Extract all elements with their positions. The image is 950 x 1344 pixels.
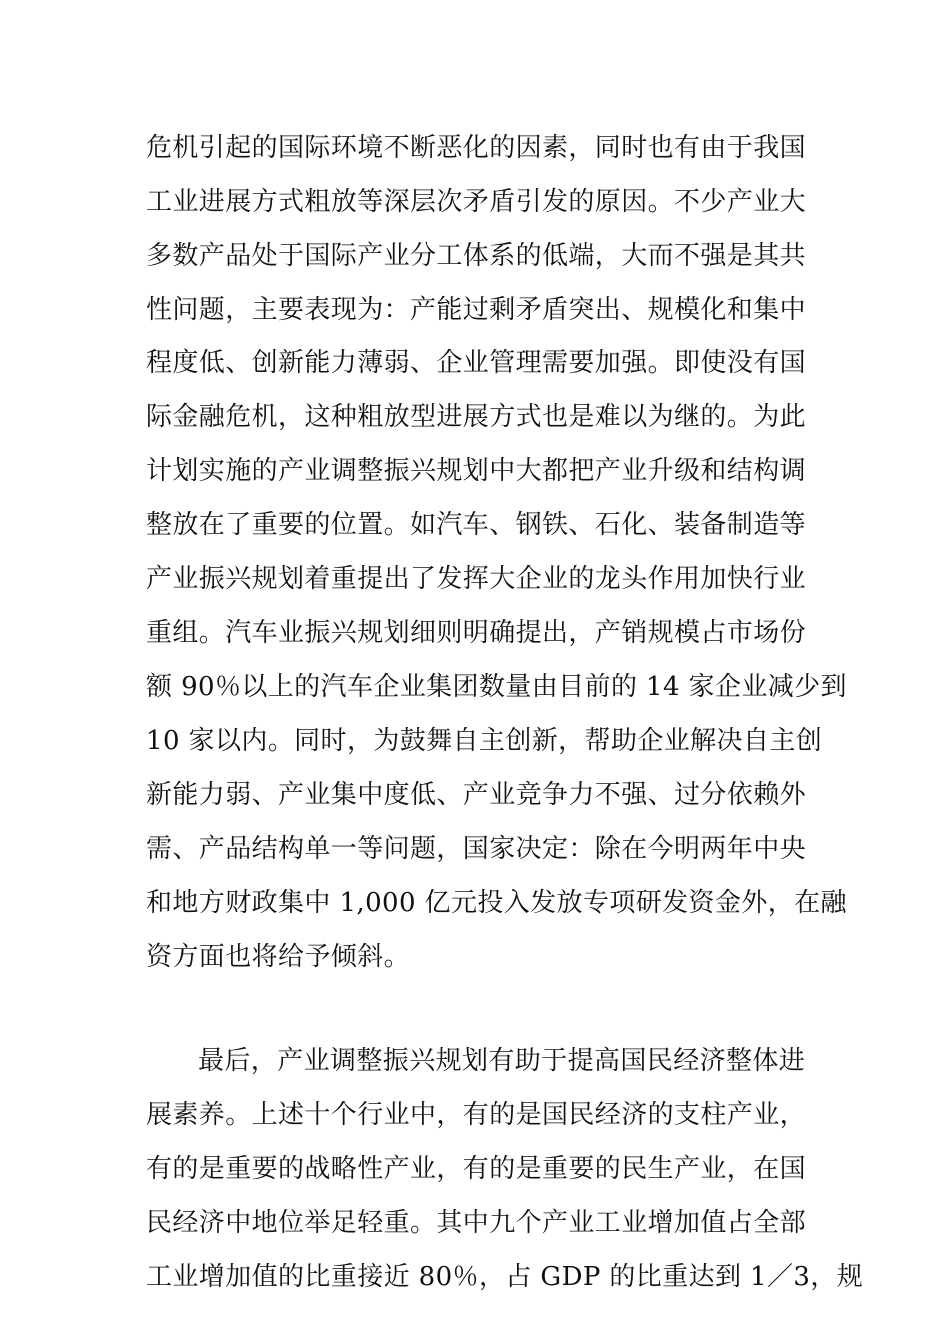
text-line: 计划实施的产业调整振兴规划中大都把产业升级和结构调 [146,456,807,486]
text-line: 多数产品处于国际产业分工体系的低端，大而不强是其共 [146,241,807,271]
text-line: 性问题，主要表现为：产能过剩矛盾突出、规模化和集中 [146,295,807,325]
text-line: 展素养。上述十个行业中，有的是国民经济的支柱产业， [146,1100,807,1130]
text-line: 民经济中地位举足轻重。其中九个产业工业增加值占全部 [146,1208,807,1238]
text-line: 产业振兴规划着重提出了发挥大企业的龙头作用加快行业 [146,564,807,594]
text-line: 工业进展方式粗放等深层次矛盾引发的原因。不少产业大 [146,187,807,217]
text-line: 资方面也将给予倾斜。 [146,942,411,972]
text-line: 程度低、创新能力薄弱、企业管理需要加强。即使没有国 [146,348,807,378]
text-line: 工业增加值的比重接近 80％，占 GDP 的比重达到 1／3，规 [146,1262,864,1292]
text-line: 际金融危机，这种粗放型进展方式也是难以为继的。为此 [146,402,807,432]
text-line: 新能力弱、产业集中度低、产业竞争力不强、过分依赖外 [146,780,807,810]
text-line: 有的是重要的战略性产业，有的是重要的民生产业，在国 [146,1154,807,1184]
text-line: 10 家以内。同时，为鼓舞自主创新，帮助企业解决自主创 [146,726,823,756]
text-line: 危机引起的国际环境不断恶化的因素，同时也有由于我国 [146,133,807,163]
text-line: 最后，产业调整振兴规划有助于提高国民经济整体进 [198,1046,806,1076]
text-line: 额 90％以上的汽车企业集团数量由目前的 14 家企业减少到 [146,672,847,702]
text-line: 整放在了重要的位置。如汽车、钢铁、石化、装备制造等 [146,510,807,540]
text-line: 重组。汽车业振兴规划细则明确提出，产销规模占市场份 [146,618,807,648]
text-line: 和地方财政集中 1,000 亿元投入发放专项研发资金外，在融 [146,888,847,918]
text-line: 需、产品结构单一等问题，国家决定：除在今明两年中央 [146,834,807,864]
